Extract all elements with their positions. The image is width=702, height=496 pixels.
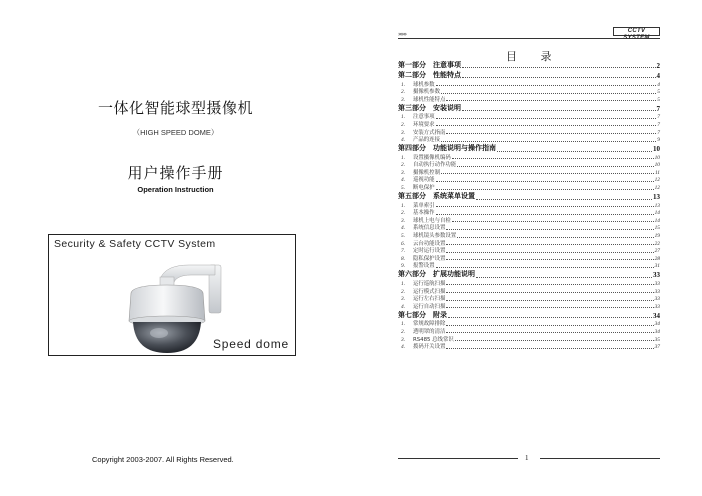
toc-page-number: 7 xyxy=(657,114,660,121)
toc-part-row[interactable] xyxy=(398,103,660,112)
toc-item-number: 3. xyxy=(401,217,406,224)
toc-dot-leader xyxy=(436,181,654,182)
toc-entry-label: 断电保护 xyxy=(413,185,435,192)
toc-entry-label: 菜单索引 xyxy=(413,202,435,209)
toc-dot-leader xyxy=(436,267,654,268)
toc-item-number: 1. xyxy=(401,280,406,287)
toc-dot-leader xyxy=(497,151,652,152)
toc-item-number: 7. xyxy=(401,248,406,255)
header-arrows: »»» xyxy=(398,31,407,38)
toc-dot-leader xyxy=(457,237,653,238)
toc-page-number: 33 xyxy=(654,280,660,287)
toc-item-row[interactable] xyxy=(398,113,660,121)
toc-entry-label: 运行巡航扫描 xyxy=(413,280,446,287)
toc-dot-leader xyxy=(462,77,656,78)
toc-page-number: 33 xyxy=(654,288,660,295)
toc-dot-leader xyxy=(446,300,653,301)
toc-item-number: 3. xyxy=(401,96,406,103)
footer-rule-left xyxy=(398,458,518,459)
toc-dot-leader xyxy=(446,259,653,260)
toc-dot-leader xyxy=(448,317,652,318)
toc-page-number: 4 xyxy=(656,71,660,80)
toc-item-number: 1. xyxy=(401,114,406,121)
toc-dot-leader xyxy=(441,93,656,94)
toc-entry-label: 第六部分 扩展功能说明 xyxy=(398,270,475,279)
toc-entry-label: 第二部分 性能特点 xyxy=(398,70,461,79)
toc-item-number: 2. xyxy=(401,162,406,169)
toc-dot-leader xyxy=(436,125,657,126)
toc-item-number: 4. xyxy=(401,303,406,310)
toc-page-number: 19 xyxy=(654,233,660,240)
toc-entry-label: 运行左右扫描 xyxy=(413,296,446,303)
toc-dot-leader xyxy=(446,348,653,349)
toc-page-number: 22 xyxy=(654,240,660,247)
toc-item-row[interactable] xyxy=(398,254,660,262)
toc-entry-label: 透明罩的清洁 xyxy=(413,328,446,335)
product-subtitle: （HIGH SPEED DOME） xyxy=(132,128,219,137)
toc-entry-label: 球机镜头参数设置 xyxy=(413,233,457,240)
toc-item-number: 2. xyxy=(401,121,406,128)
toc-entry-label: 巡视功能 xyxy=(413,177,435,184)
photo-heading: Security & Safety CCTV System xyxy=(54,238,216,250)
toc-item-row[interactable] xyxy=(398,262,660,270)
toc-dot-leader xyxy=(446,252,653,253)
toc-dot-leader xyxy=(462,110,656,111)
toc-page-number: 7 xyxy=(657,121,660,128)
toc-entry-label: RS485 总线常识 xyxy=(413,336,454,343)
toc-page-number: 13 xyxy=(653,193,660,202)
toc-dot-leader xyxy=(446,292,653,293)
toc-dot-leader xyxy=(452,221,654,222)
toc-page-number: 7 xyxy=(656,104,660,113)
toc-item-number: 3. xyxy=(401,296,406,303)
toc-page-number: 7 xyxy=(657,129,660,136)
toc-page-number: 13 xyxy=(654,202,660,209)
toc-page-number: 34 xyxy=(653,311,660,320)
toc-entry-label: 常规故障排除 xyxy=(413,321,446,328)
toc-entry-label: 运行自动扫描 xyxy=(413,303,446,310)
toc-entry-label: 系统信息设置 xyxy=(413,225,446,232)
toc-entry-label: 第五部分 系统菜单设置 xyxy=(398,192,475,201)
toc-item-number: 1. xyxy=(401,81,406,88)
toc-entry-label: 摄像机控制 xyxy=(413,169,440,176)
toc-dot-leader xyxy=(441,173,654,174)
toc-item-number: 8. xyxy=(401,255,406,262)
toc-page-number: 10 xyxy=(654,154,660,161)
toc-dot-leader xyxy=(436,118,657,119)
photo-caption: Speed dome xyxy=(212,337,289,351)
toc-dot-leader xyxy=(436,206,654,207)
toc-dot-leader xyxy=(446,332,653,333)
toc-entry-label: 球机上电与自检 xyxy=(413,217,451,224)
toc-item-number: 3. xyxy=(401,129,406,136)
toc-page-number: 14 xyxy=(654,210,660,217)
toc-page-number: 34 xyxy=(654,328,660,335)
toc-item-number: 3. xyxy=(401,336,406,343)
toc-item-number: 4. xyxy=(401,137,406,144)
toc-dot-leader xyxy=(452,158,654,159)
toc-title: 目 录 xyxy=(506,50,562,63)
toc-item-number: 2. xyxy=(401,328,406,335)
toc-item-row[interactable] xyxy=(398,302,660,310)
toc-item-number: 2. xyxy=(401,210,406,217)
toc-page-number: 33 xyxy=(653,271,660,280)
toc-dot-leader xyxy=(436,189,654,190)
toc-entry-label: 第四部分 功能说明与操作指南 xyxy=(398,144,496,153)
toc-entry-label: 隐私保护设置 xyxy=(413,255,446,262)
toc-dot-leader xyxy=(457,166,653,167)
toc-entry-label: 第三部分 安装说明 xyxy=(398,103,461,112)
toc-dot-leader xyxy=(446,307,653,308)
toc-entry-label: 第一部分 注意事项 xyxy=(398,60,461,69)
toc-item-row[interactable] xyxy=(398,136,660,144)
toc-entry-label: 设置摄像机编码 xyxy=(413,154,451,161)
toc-dot-leader xyxy=(462,67,656,68)
manual-title: 用户操作手册 xyxy=(127,164,224,182)
toc-part-row[interactable] xyxy=(398,192,660,201)
toc-item-row[interactable] xyxy=(398,201,660,209)
toc-dot-leader xyxy=(446,100,656,101)
toc-entry-label: 环境要求 xyxy=(413,121,435,128)
toc-item-row[interactable] xyxy=(398,183,660,191)
product-photo-box xyxy=(48,234,296,356)
toc-entry-label: 注意事项 xyxy=(413,114,435,121)
toc-entry-label: 基本操作 xyxy=(413,210,435,217)
toc-item-row[interactable] xyxy=(398,343,660,351)
toc-item-number: 6. xyxy=(401,240,406,247)
toc-entry-label: 球机参数 xyxy=(413,81,435,88)
toc-page-number: 4 xyxy=(657,81,660,88)
toc-page-number: 9 xyxy=(657,137,660,144)
toc-item-number: 2. xyxy=(401,89,406,96)
footer-rule-right xyxy=(540,458,660,459)
toc-item-number: 4. xyxy=(401,225,406,232)
toc-dot-leader xyxy=(436,214,654,215)
toc-page-number: 12 xyxy=(654,185,660,192)
toc-item-number: 2. xyxy=(401,288,406,295)
copyright-notice: Copyright 2003-2007. All Rights Reserved. xyxy=(92,455,234,464)
toc-item-row[interactable] xyxy=(398,95,660,103)
toc-part-row[interactable] xyxy=(398,61,660,70)
toc-entry-label: 自动执行动作功能 xyxy=(413,162,457,169)
toc-entry-label: 摄像机参数 xyxy=(413,89,440,96)
toc-entry-label: 球机性能特点 xyxy=(413,96,446,103)
toc-dot-leader xyxy=(436,85,657,86)
toc-page-number: 2 xyxy=(656,61,660,70)
toc-page-number: 35 xyxy=(654,336,660,343)
toc-item-row[interactable] xyxy=(398,168,660,176)
toc-item-row[interactable] xyxy=(398,176,660,184)
toc-entry-label: 产品的连接 xyxy=(413,137,440,144)
toc-item-number: 1. xyxy=(401,202,406,209)
toc-item-number: 3. xyxy=(401,169,406,176)
toc-item-number: 4. xyxy=(401,344,406,351)
toc-part-row[interactable] xyxy=(398,71,660,80)
toc-page xyxy=(351,0,702,496)
product-title: 一体化智能球型摄像机 xyxy=(97,99,253,117)
header-rule xyxy=(398,38,660,39)
toc-page-number: 37 xyxy=(654,344,660,351)
toc-page-number: 10 xyxy=(653,145,660,154)
toc-dot-leader xyxy=(455,340,654,341)
toc-item-number: 5. xyxy=(401,185,406,192)
toc-page-number: 33 xyxy=(654,296,660,303)
toc-page-number: 5 xyxy=(657,89,660,96)
toc-dot-leader xyxy=(476,199,652,200)
toc-page-number: 14 xyxy=(654,217,660,224)
toc-entry-label: 第七部分 附录 xyxy=(398,310,447,319)
toc-entry-label: 运行模式扫描 xyxy=(413,288,446,295)
toc-dot-leader xyxy=(446,229,653,230)
toc-entry-label: 安装方式指南 xyxy=(413,129,446,136)
toc-page-number: 12 xyxy=(654,177,660,184)
toc-item-number: 9. xyxy=(401,263,406,270)
toc-dot-leader xyxy=(446,244,653,245)
toc-item-number: 5. xyxy=(401,233,406,240)
toc-page-number: 31 xyxy=(654,263,660,270)
toc-page-number: 34 xyxy=(654,321,660,328)
toc-entry-label: 报警设置 xyxy=(413,263,435,270)
toc-dot-leader xyxy=(446,284,653,285)
toc-page-number: 33 xyxy=(654,303,660,310)
toc-page-number: 11 xyxy=(655,169,660,176)
toc-entry-label: 定时运行设置 xyxy=(413,248,446,255)
toc-entry-label: 拨码开关设置 xyxy=(413,344,446,351)
toc-page-number: 15 xyxy=(654,225,660,232)
toc-list xyxy=(398,60,660,350)
toc-dot-leader xyxy=(441,141,656,142)
toc-part-row[interactable] xyxy=(398,310,660,319)
toc-dot-leader xyxy=(446,133,656,134)
toc-page-number: 10 xyxy=(654,162,660,169)
toc-part-row[interactable] xyxy=(398,270,660,279)
toc-page-number: 27 xyxy=(654,248,660,255)
toc-item-number: 1. xyxy=(401,154,406,161)
header-logo: CCTV SYSTEM xyxy=(613,27,660,36)
toc-item-number: 4. xyxy=(401,177,406,184)
toc-part-row[interactable] xyxy=(398,144,660,153)
toc-dot-leader xyxy=(446,325,653,326)
toc-entry-label: 云台功能设置 xyxy=(413,240,446,247)
manual-english-title: Operation Instruction xyxy=(137,185,214,194)
toc-page-number: 5 xyxy=(657,96,660,103)
toc-dot-leader xyxy=(476,277,652,278)
toc-page-number: 28 xyxy=(654,255,660,262)
toc-item-number: 1. xyxy=(401,321,406,328)
page-number: 1 xyxy=(525,454,529,462)
